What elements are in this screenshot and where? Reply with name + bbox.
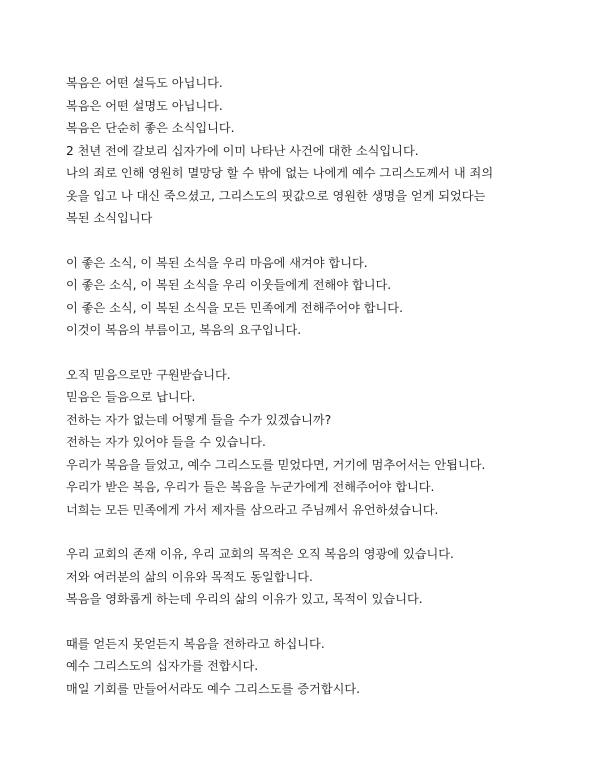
text-line: 이것이 복음의 부름이고, 복음의 요구입니다. [66,323,302,337]
text-line: 나의 죄로 인해 영원히 멸망당 할 수 밖에 없는 나에게 예수 그리스도께서 내 죄의 [66,166,494,180]
text-line: 오직 믿음으로만 구원받습니다. [66,367,231,382]
text-line: 저와 여러분의 삶의 이유와 목적도 동일합니다. [66,569,313,584]
text-line: 때를 얻든지 못얻든지 복음을 전하라고 하십니다. [66,636,325,651]
text-line: 예수 그리스도의 십자가를 전합시다. [66,659,259,673]
text-line: 믿음은 들음으로 납니다. [66,390,196,404]
paragraph-church-purpose [66,543,576,611]
paragraph-faith-hearing [66,364,576,522]
text-line: 이 좋은 소식, 이 복된 소식을 모든 민족에게 전해주어야 합니다. [66,300,403,315]
text-line: 2 천년 전에 갈보리 십자가에 이미 나타난 사건에 대한 소식입니다. [66,143,419,158]
paragraph-gospel-definition [66,72,576,230]
text-line: 우리가 받은 복음, 우리가 들은 복음을 누군가에게 전해주어야 합니다. [66,480,435,494]
text-line: 옷을 입고 나 대신 죽으셨고, 그리스도의 핏값으로 영원한 생명을 얻게 되었다는 [66,188,486,203]
text-line: 복된 소식입니다 [66,211,153,225]
text-line: 복음은 단순히 좋은 소식입니다. [66,121,235,135]
text-line: 복음은 어떤 설명도 아닙니다. [66,98,223,113]
paragraph-gospel-calling [66,252,576,342]
document-body [66,72,576,722]
text-line: 복음을 영화롭게 하는데 우리의 삶의 이유가 있고, 목적이 있습니다. [66,592,423,606]
text-line: 복음은 어떤 설득도 아닙니다. [66,76,223,90]
text-line: 너희는 모든 민족에게 가서 제자를 삼으라고 주님께서 유언하셨습니다. [66,502,439,517]
text-line: 이 좋은 소식, 이 복된 소식을 우리 마음에 새겨야 합니다. [66,255,368,270]
paragraph-exhortation [66,633,576,701]
text-line: 전하는 자가 있어야 들을 수 있습니다. [66,435,266,449]
text-line: 전하는 자가 없는데 어떻게 들을 수가 있겠습니까? [66,412,332,427]
text-line: 매일 기회를 만들어서라도 예수 그리스도를 증거합시다. [66,681,361,696]
text-line: 이 좋은 소식, 이 복된 소식을 우리 이웃들에게 전해야 합니다. [66,278,392,292]
text-line: 우리가 복음을 들었고, 예수 그리스도를 믿었다면, 거기에 멈추어서는 안됩니다. [66,457,486,472]
text-line: 우리 교회의 존재 이유, 우리 교회의 목적은 오직 복음의 영광에 있습니다. [66,547,454,561]
